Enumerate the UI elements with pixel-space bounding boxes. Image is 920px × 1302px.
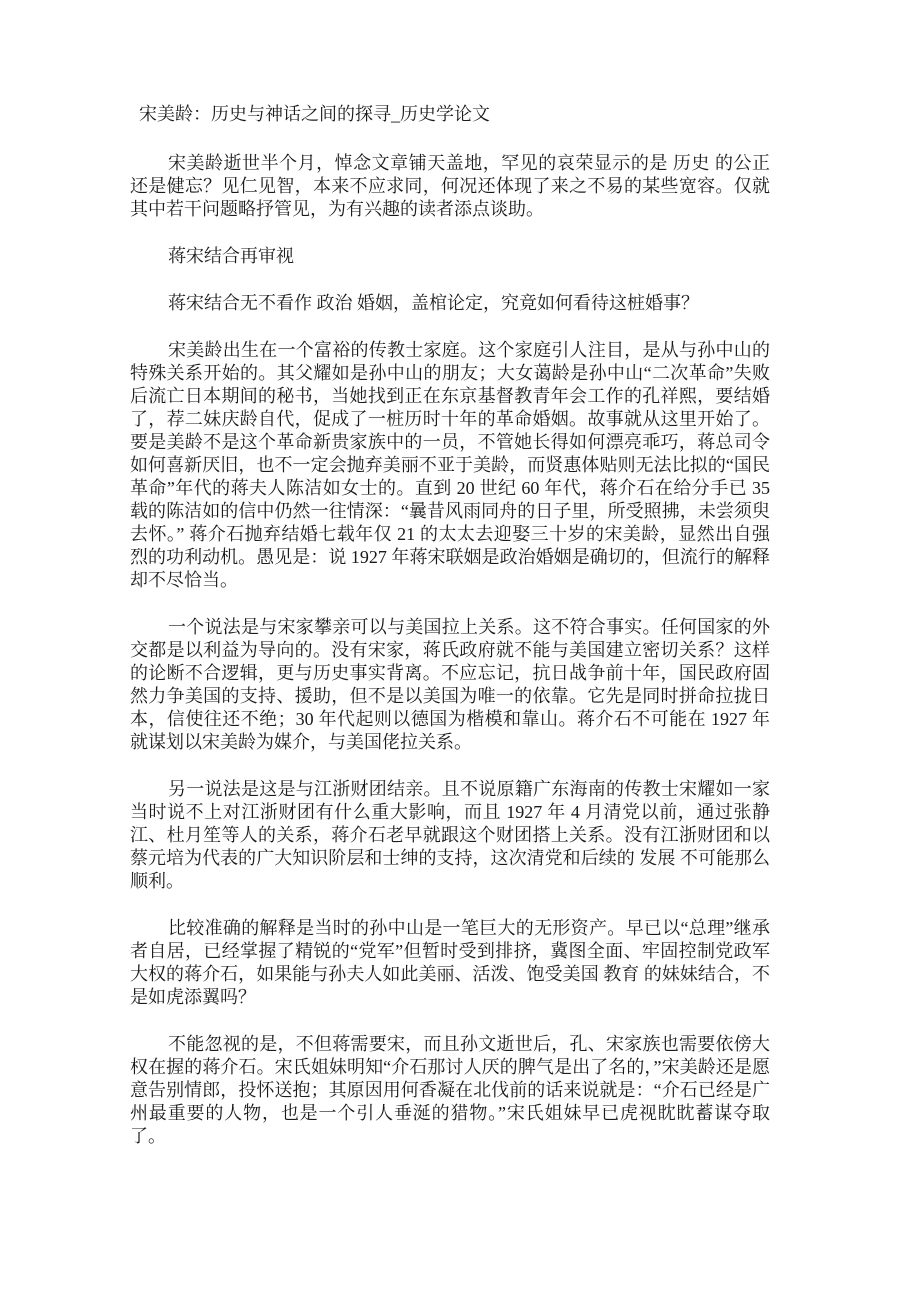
paragraph-question: 蒋宋结合无不看作 政治 婚姻，盖棺论定，究竟如何看待这桩婚事？ — [168, 293, 699, 313]
paragraph-us-relations-claim: 一个说法是与宋家攀亲可以与美国拉上关系。这不符合事实。任何国家的外交都是以利益为导向的。没有宋家，蒋氏政府就不能与美国建立密切关系？这样的论断不合逻辑，更与历史事实背离。不应忘记，抗日战争前十年，国民政府固然力争美国的支持、援助，但不是以美国为唯一的依靠。它先是同时拼命拉拢日本，信使往还不绝；30 年代起则以德国为楷模和靠山。蒋介石不可能在 1927 年就谋划以宋美龄为媒介，与美国佬拉关系。 — [130, 617, 770, 752]
paragraph-family-background: 宋美龄出生在一个富裕的传教士家庭。这个家庭引人注目，是从与孙中山的特殊关系开始的。其父耀如是孙中山的朋友；大女蔼龄是孙中山“二次革命”失败后流亡日本期间的秘书，当她找到正在东京基督教青年会工作的孔祥熙，要结婚了，荐二妹庆龄自代，促成了一桩历时十年的革命婚姻。故事就从这里开始了。要是美龄不是这个革命新贵家族中的一员，不管她长得如何漂亮乖巧，蒋总司令如何喜新厌旧，也不一定会抛弃美丽不亚于美龄，而贤惠体贴则无法比拟的“国民革命”年代的蒋夫人陈洁如女士的。直到 20 世纪 60 年代，蒋介石在给分手已 35 载的陈洁如的信中仍然一往情深：“曩昔风雨同舟的日子里，所受照拂，未尝须臾去怀。” 蒋介石抛弃结婚七载年仅 21 的太太去迎娶三十岁的宋美龄，显然出自强烈的功利动机。愚见是：说 1927 年蒋宋联姻是政治婚姻是确切的，但流行的解释却不尽恰当。 — [130, 340, 770, 590]
paragraph-zhejiang-consortium-claim: 另一说法是这是与江浙财团结亲。且不说原籍广东海南的传教士宋耀如一家当时说不上对江浙财团有什么重大影响，而且 1927 年 4 月清党以前，通过张静江、杜月笙等人的关系，蒋介石老早就跟这个财团搭上关系。没有江浙财团和以蔡元培为代表的广大知识阶层和士绅的支持，这次清党和后续的 发展 不可能那么顺利。 — [130, 779, 770, 891]
document-title: 宋美龄：历史与神话之间的探寻_历史学论文 — [139, 104, 490, 124]
paragraph-intro: 宋美龄逝世半个月，悼念文章铺天盖地，罕见的哀荣显示的是 历史 的公正还是健忘？见仁见智，本来不应求同，何况还体现了来之不易的某些宽容。仅就其中若干问题略抒管见，为有兴趣的读者添点谈助。 — [130, 153, 770, 219]
paragraph-mutual-need: 不能忽视的是，不但蒋需要宋，而且孙文逝世后，孔、宋家族也需要依傍大权在握的蒋介石。宋氏姐妹明知“介石那讨人厌的脾气是出了名的，”宋美龄还是愿意告别情郎，投怀送抱；其原因用何香凝在北伐前的话来说就是：“介石已经是广州最重要的人物，也是一个引人垂涎的猎物。”宋氏姐妹早已虎视眈眈蓄谋夺取了。 — [130, 1034, 770, 1146]
paragraph-sun-yatsen-asset: 比较准确的解释是当时的孙中山是一笔巨大的无形资产。早已以“总理”继承者自居，已经掌握了精锐的“党军”但暂时受到排挤，冀图全面、牢固控制党政军大权的蒋介石，如果能与孙夫人如此美丽、活泼、饱受美国 教育 的妹妹结合，不是如虎添翼吗？ — [130, 918, 770, 1007]
section-subheading: 蒋宋结合再审视 — [168, 246, 294, 266]
